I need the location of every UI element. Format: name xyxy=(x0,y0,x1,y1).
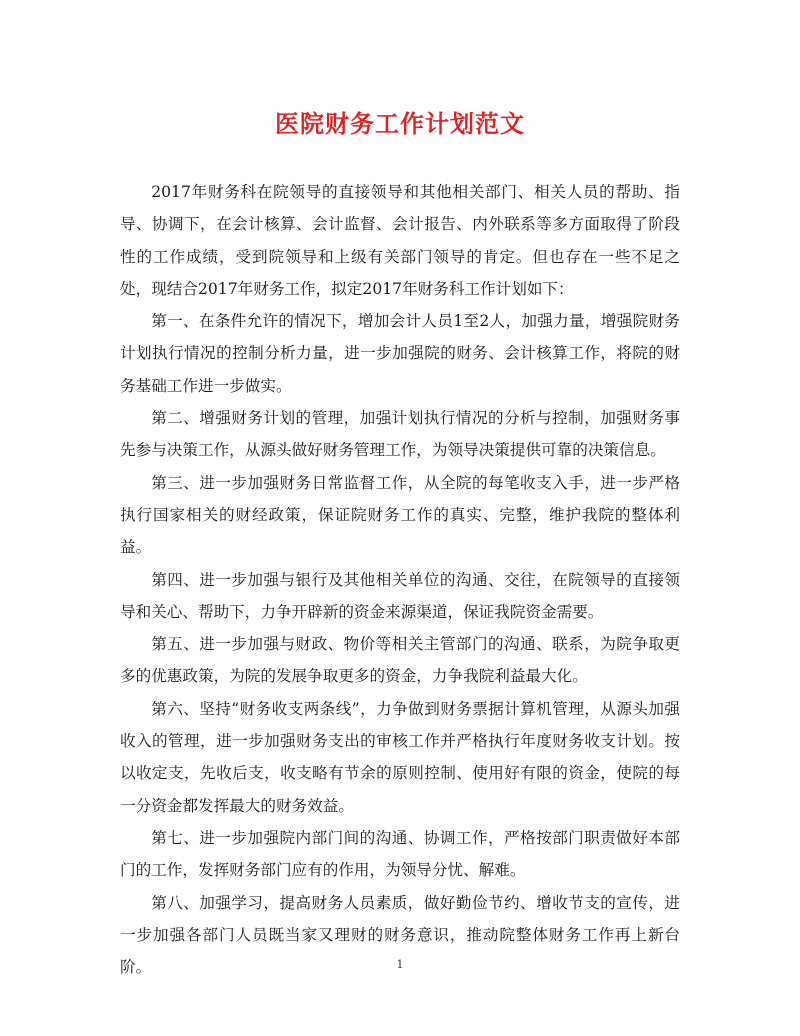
document-body xyxy=(120,176,680,983)
paragraph-item-1: 第一、在条件允许的情况下，增加会计人员1至2人，加强力量，增强院财务计划执行情况的控制分析力量，进一步加强院的财务、会计核算工作，将院的财务基础工作进一步做实。 xyxy=(120,312,680,395)
paragraph-item-2: 第二、增强财务计划的管理，加强计划执行情况的分析与控制，加强财务事先参与决策工作，从源头做好财务管理工作，为领导决策提供可靠的决策信息。 xyxy=(120,409,680,460)
paragraph-item-8: 第八、加强学习，提高财务人员素质，做好勤俭节约、增收节支的宣传，进一步加强各部门人员既当家又理财的财务意识，推动院整体财务工作再上新台阶。 xyxy=(120,893,680,977)
page-title: 医院财务工作计划范文 xyxy=(275,109,525,138)
paragraph-item-3: 第三、进一步加强财务日常监督工作，从全院的每笔收支入手，进一步严格执行国家相关的财经政策，保证院财务工作的真实、完整，维护我院的整体利益。 xyxy=(120,473,680,557)
paragraph-item-5: 第五、进一步加强与财政、物价等相关主管部门的沟通、联系，为院争取更多的优惠政策，为院的发展争取更多的资金，力争我院利益最大化。 xyxy=(120,635,680,686)
paragraph-item-6: 第六、坚持“财务收支两条线”，力争做到财务票据计算机管理，从源头加强收入的管理，进一步加强财务支出的审核工作并严格执行年度财务收支计划。按以收定支，先收后支，收支略有节余的原则控制、使用好有限的资金，使院的每一分资金都发挥最大的财务效益。 xyxy=(120,699,680,815)
paragraph-item-7: 第七、进一步加强院内部门间的沟通、协调工作，严格按部门职责做好本部门的工作，发挥财务部门应有的作用，为领导分忧、解难。 xyxy=(120,828,680,880)
paragraph-intro: 2017年财务科在院领导的直接领导和其他相关部门、相关人员的帮助、指导、协调下，在会计核算、会计监督、会计报告、内外联系等多方面取得了阶段性的工作成绩，受到院领导和上级有关部门领导的肯定。但也存在一些不足之处，现结合2017年财务工作，拟定2017年财务科工作计划如下： xyxy=(120,183,680,298)
page-number: 1 xyxy=(396,958,404,971)
paragraph-item-4: 第四、进一步加强与银行及其他相关单位的沟通、交往，在院领导的直接领导和关心、帮助下，力争开辟新的资金来源渠道，保证我院资金需要。 xyxy=(120,570,680,621)
